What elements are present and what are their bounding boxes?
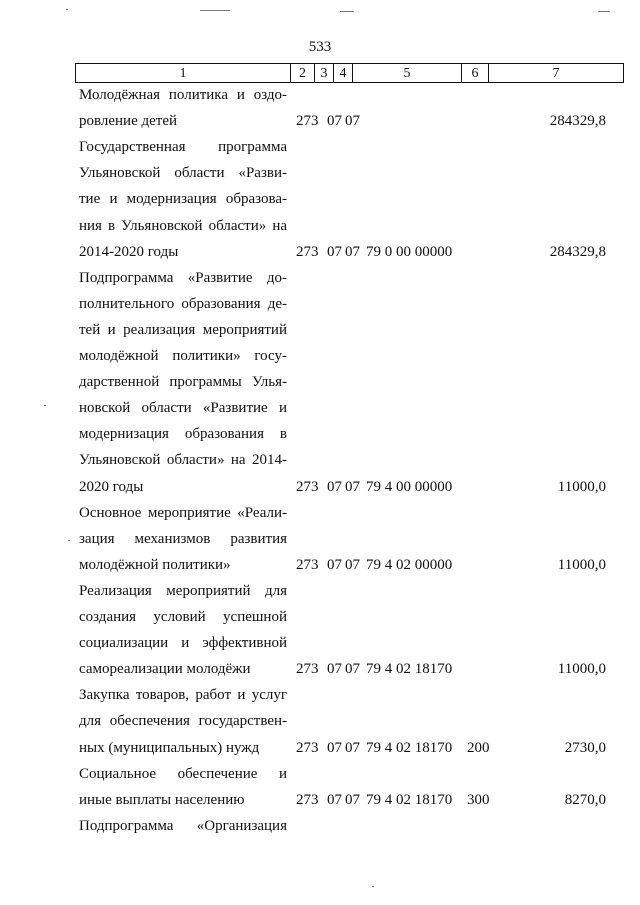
row-description: Ульяновской области» на 2014-: [79, 452, 287, 469]
row-col-3: 07: [327, 243, 342, 260]
table-row: [0, 83, 640, 107]
row-col-2: 273: [296, 791, 319, 808]
row-description: ния в Ульяновской области» на: [79, 217, 287, 234]
table-row: [0, 292, 640, 316]
row-col-3: 07: [327, 739, 342, 756]
header-col-7: 7: [489, 63, 624, 83]
table-row: [0, 605, 640, 629]
table-row: [0, 214, 640, 238]
table-row: [0, 135, 640, 159]
row-col-5: 79 4 02 00000: [366, 556, 453, 573]
row-description: ных (муниципальных) нужд: [79, 739, 260, 756]
row-col-7: 11000,0: [557, 556, 606, 573]
table-row: [0, 657, 640, 681]
row-col-5: 79 4 02 18170: [366, 739, 453, 756]
table-row: [0, 527, 640, 551]
row-description: модернизация образования в: [79, 426, 287, 443]
scan-speck: [66, 9, 68, 10]
row-col-5: 79 0 00 00000: [366, 243, 453, 260]
table-row: [0, 814, 640, 838]
row-description: тей и реализация мероприятий: [79, 321, 287, 338]
row-col-7: 11000,0: [557, 661, 606, 678]
row-col-4: 07: [345, 243, 360, 260]
table-row: [0, 187, 640, 211]
row-col-4: 07: [345, 478, 360, 495]
table-row: [0, 579, 640, 603]
table-row: [0, 709, 640, 733]
row-description: Социальное обеспечение и: [79, 765, 287, 782]
table-row: [0, 448, 640, 472]
row-col-4: 07: [345, 661, 360, 678]
row-col-4: 07: [345, 556, 360, 573]
row-col-7: 284329,8: [549, 113, 606, 130]
row-description: для обеспечения государствен-: [79, 713, 287, 730]
row-description: 2020 годы: [79, 478, 144, 495]
row-col-3: 07: [327, 791, 342, 808]
table-row: [0, 683, 640, 707]
row-col-6: 300: [467, 791, 490, 808]
table-row: [0, 762, 640, 786]
table-row: [0, 266, 640, 290]
row-col-3: 07: [327, 113, 342, 130]
row-col-6: 200: [467, 739, 490, 756]
header-col-2: 2: [291, 63, 315, 83]
row-col-5: 79 4 02 18170: [366, 661, 453, 678]
row-description: социализации и эффективной: [79, 635, 287, 652]
row-description: дарственной программы Улья-: [79, 374, 287, 391]
scan-speck: [68, 540, 70, 541]
row-description: тие и модернизация образова-: [79, 191, 287, 208]
row-col-4: 07: [345, 113, 360, 130]
row-description: молодёжной политики»: [79, 556, 231, 573]
row-col-7: 8270,0: [564, 791, 606, 808]
row-col-7: 11000,0: [557, 478, 606, 495]
row-col-5: 79 4 02 18170: [366, 791, 453, 808]
header-col-5: 5: [353, 63, 462, 83]
row-description: ровление детей: [79, 113, 178, 130]
table-row: [0, 553, 640, 577]
table-row: [0, 344, 640, 368]
row-col-2: 273: [296, 556, 319, 573]
table-row: [0, 501, 640, 525]
scan-speck: [44, 405, 46, 406]
table-row: [0, 788, 640, 812]
row-description: иные выплаты населению: [79, 791, 245, 808]
table-row: [0, 396, 640, 420]
table-header: [75, 63, 624, 83]
scan-speck: [598, 11, 610, 12]
table-row: [0, 109, 640, 133]
table-row: [0, 370, 640, 394]
row-description: Закупка товаров, работ и услуг: [79, 687, 287, 704]
table-row: [0, 736, 640, 760]
page-number: 533: [308, 39, 332, 55]
row-col-3: 07: [327, 478, 342, 495]
header-col-6: 6: [462, 63, 489, 83]
row-description: создания условий успешной: [79, 609, 287, 625]
row-description: полнительного образования де-: [79, 295, 287, 312]
row-description: Реализация мероприятий для: [79, 582, 287, 599]
table-row: [0, 161, 640, 185]
row-col-7: 284329,8: [549, 243, 606, 260]
table-row: [0, 631, 640, 655]
table-row: [0, 475, 640, 499]
row-description: Государственная программа: [79, 139, 287, 156]
scan-speck: [372, 886, 374, 887]
row-description: Молодёжная политика и оздо-: [79, 87, 287, 103]
row-description: Основное мероприятие «Реали-: [79, 504, 287, 521]
row-description: 2014-2020 годы: [79, 243, 179, 260]
table-row: [0, 422, 640, 446]
header-col-1: 1: [75, 63, 291, 83]
header-col-4: 4: [334, 63, 353, 83]
scan-speck: [340, 11, 354, 12]
row-col-2: 273: [296, 243, 319, 260]
row-col-2: 273: [296, 739, 319, 756]
row-description: Подпрограмма «Развитие до-: [79, 269, 287, 286]
table-row: [0, 240, 640, 264]
row-description: зация механизмов развития: [79, 530, 287, 547]
row-col-4: 07: [345, 791, 360, 808]
row-col-7: 2730,0: [564, 739, 606, 756]
row-description: самореализации молодёжи: [79, 661, 251, 678]
scan-speck: [200, 10, 230, 11]
row-col-2: 273: [296, 661, 319, 678]
row-col-2: 273: [296, 113, 319, 130]
header-col-3: 3: [315, 63, 334, 83]
row-description: новской области «Развитие и: [79, 400, 287, 417]
row-col-3: 07: [327, 556, 342, 573]
table-row: [0, 318, 640, 342]
row-description: Подпрограмма «Организация: [79, 817, 287, 834]
row-col-3: 07: [327, 661, 342, 678]
row-col-5: 79 4 00 00000: [366, 478, 453, 495]
row-description: молодёжной политики» госу-: [79, 348, 287, 364]
row-description: Ульяновской области «Разви-: [79, 165, 287, 182]
row-col-4: 07: [345, 739, 360, 756]
row-col-2: 273: [296, 478, 319, 495]
